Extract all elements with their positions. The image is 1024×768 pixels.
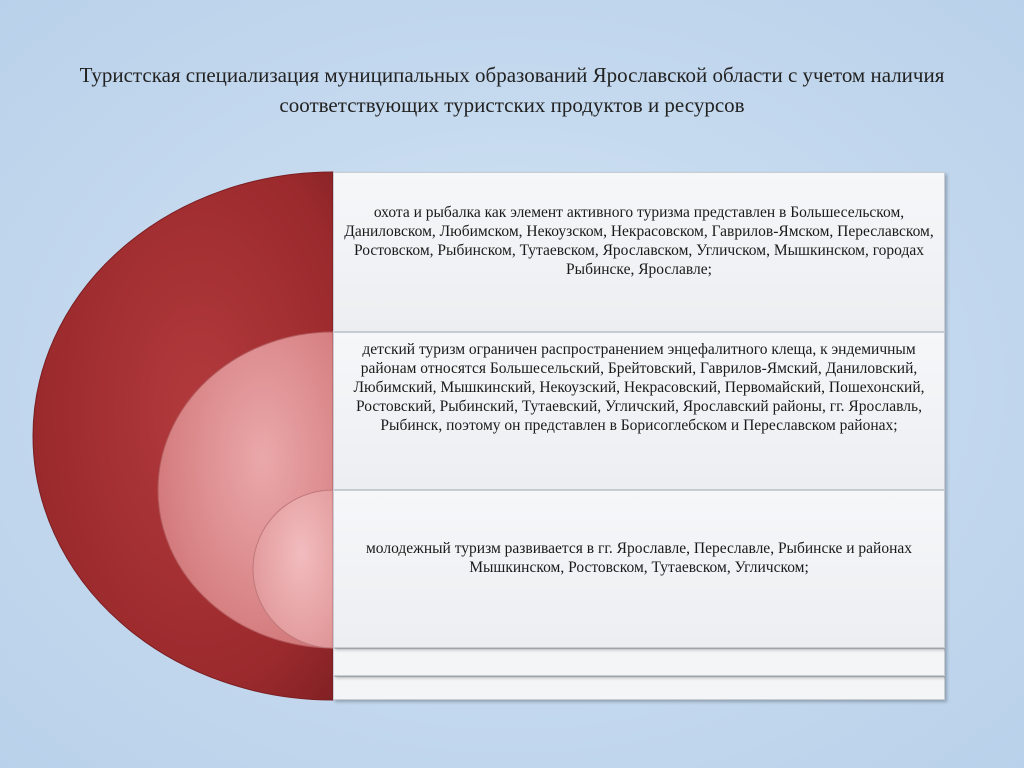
item-box-children bbox=[333, 332, 945, 490]
bottom-strip-2 bbox=[333, 676, 945, 700]
bottom-strip-1 bbox=[333, 648, 945, 676]
item-box-hunting bbox=[333, 172, 945, 332]
slide-title: Туристская специализация муниципальных образований Ярославской области с учетом наличия соответствующих туристских продуктов и ресурсов bbox=[79, 63, 945, 117]
item-text-children: детский туризм ограничен распространением энцефалитного клеща, к эндемичным районам относятся Большесельский, Брейтовский, Гаврилов-Ямский, Даниловский, Любимский, Мышкинский, Некоузский, Некрасовский, Первомайский, Пошехонский, Ростовский, Рыбинский, Тутаевский, Угличский, Ярославский районы, гг. Ярославль, Рыбинск, поэтому он представлен в Борисоглебском и Переславском районах; bbox=[353, 341, 925, 434]
item-box-youth bbox=[333, 490, 945, 648]
item-text-hunting: охота и рыбалка как элемент активного туризма представлен в Большесельском, Даниловском, Любимском, Некоузском, Некрасовском, Гаврилов-Ямском, Переславском, Ростовском, Рыбинском, Тутаевском, Ярославском, Угличском, Мышкинском, городах Рыбинске, Ярославле; bbox=[344, 204, 934, 278]
item-text-youth: молодежный туризм развивается в гг. Ярославле, Переславле, Рыбинске и районах Мышкинском, Ростовском, Тутаевском, Угличском; bbox=[365, 540, 912, 576]
